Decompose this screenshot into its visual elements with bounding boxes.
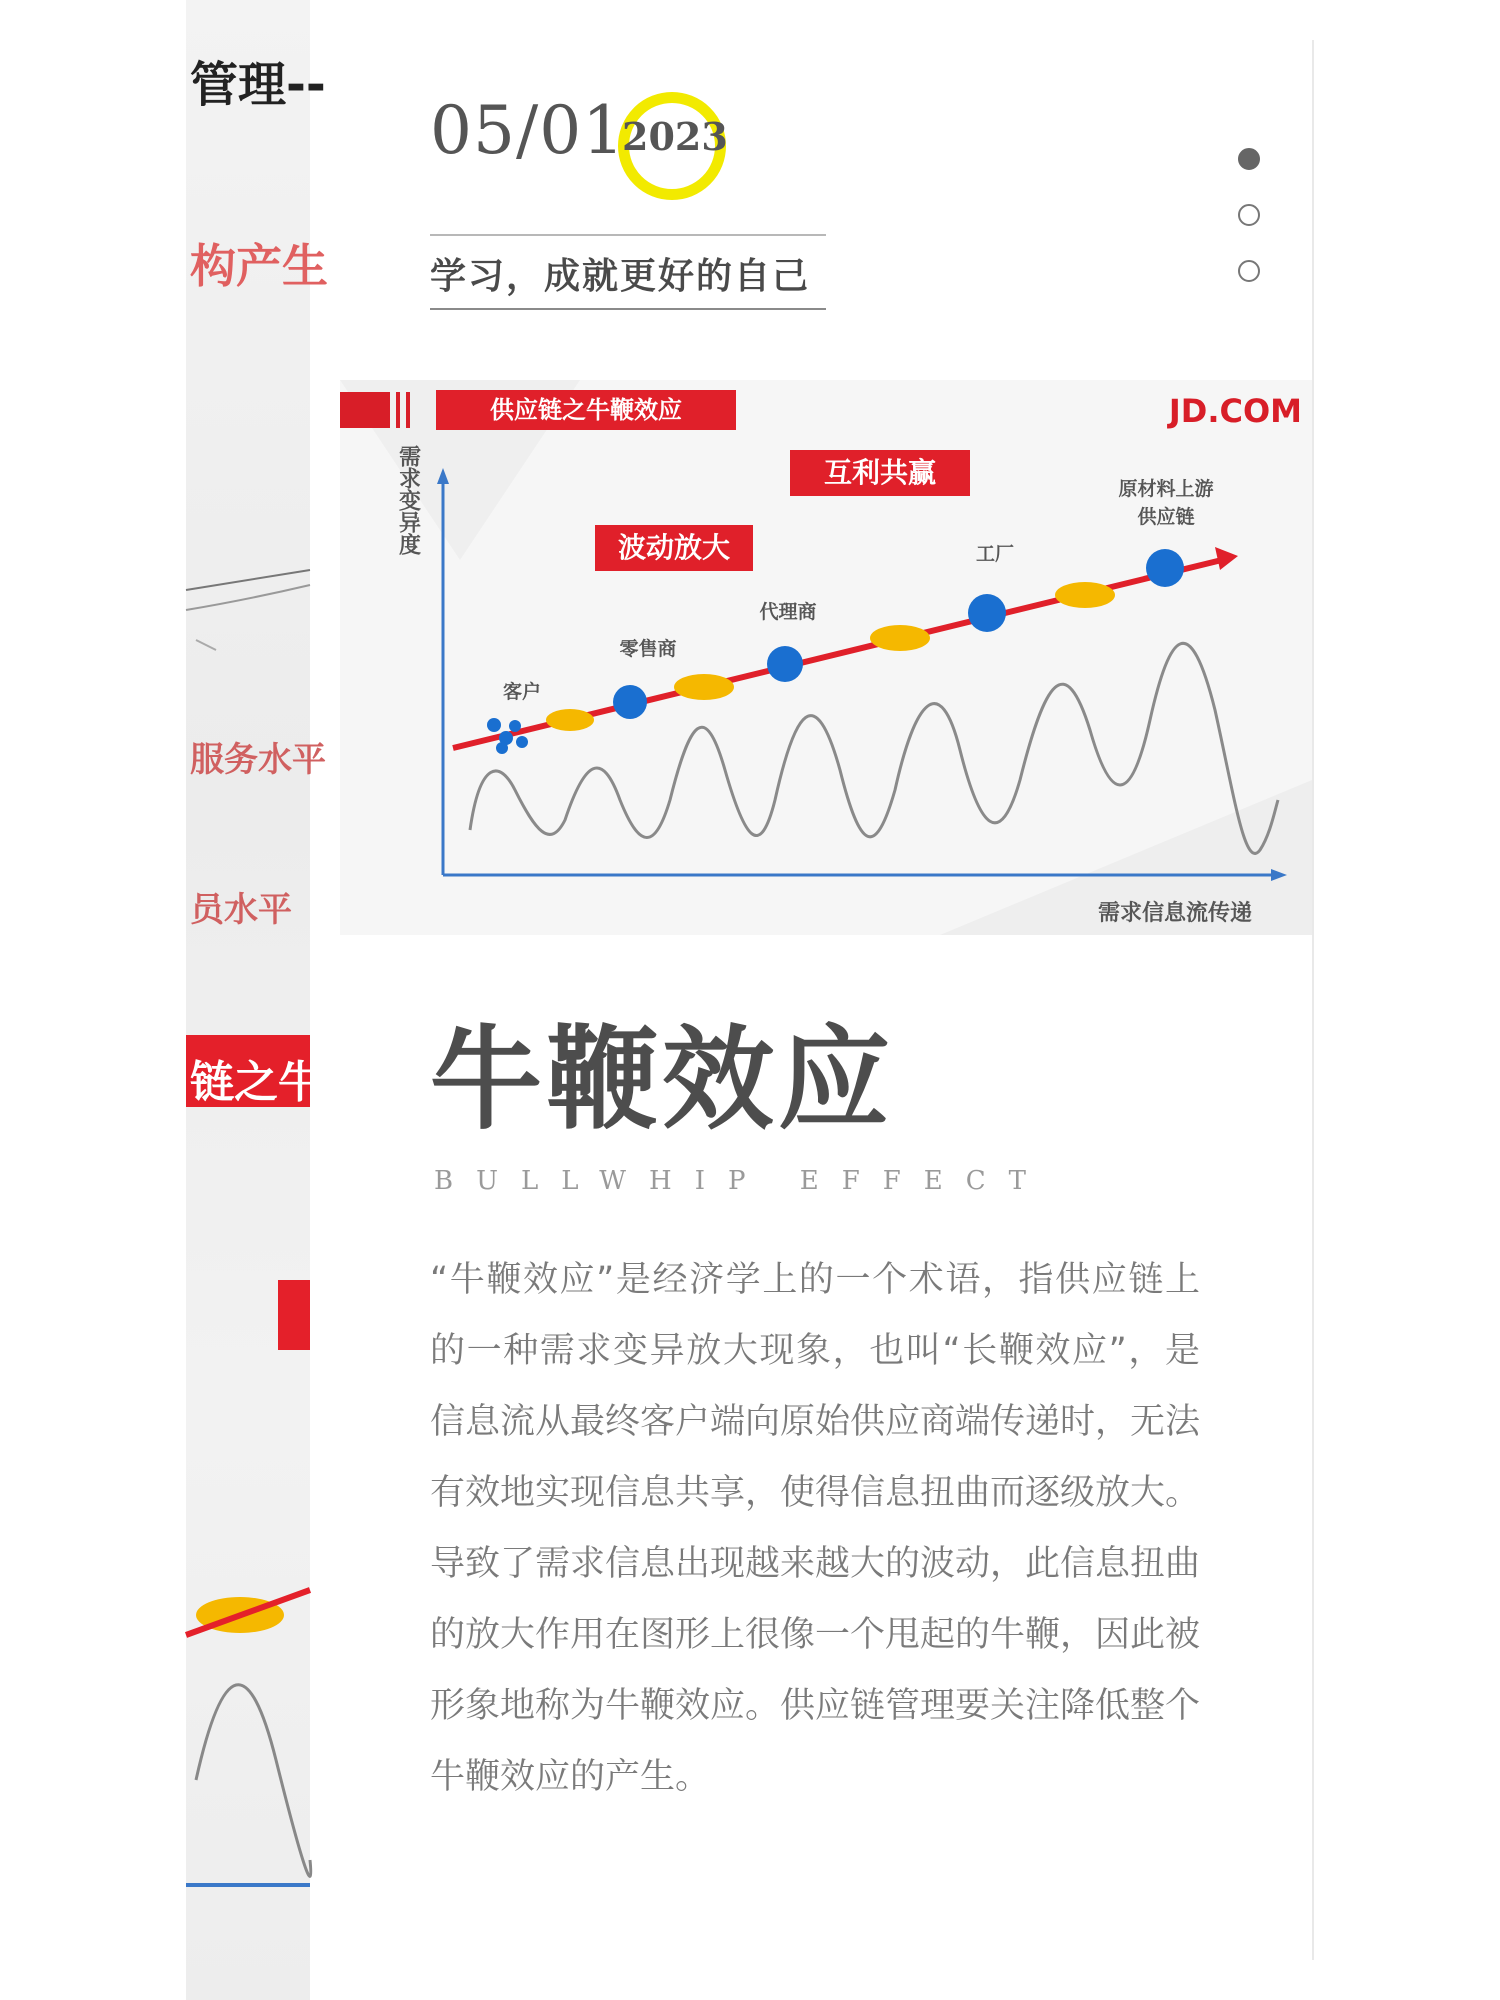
tagline-rule-top (430, 234, 826, 236)
page-dot-3[interactable] (1238, 260, 1260, 282)
brand-logo: JD.COM (1168, 392, 1302, 430)
node-agent (767, 646, 803, 682)
y-axis-label: 需求变异度 (395, 445, 421, 555)
year: 2023 (622, 114, 728, 159)
node-label-customer: 客户 (502, 681, 542, 703)
node-label-factory: 工厂 (975, 543, 1015, 565)
node-label-upstream-line1: 原材料上游 (1118, 478, 1214, 500)
connector-ellipse (546, 709, 594, 731)
node-label-upstream-line2: 供应链 (1137, 506, 1195, 528)
x-axis-label: 需求信息流传递 (1097, 901, 1252, 926)
node-label-agent: 代理商 (759, 601, 817, 623)
tagline-rule-bottom (430, 308, 826, 310)
connector-ellipse (1055, 582, 1115, 608)
tag-mutual-win-label: 互利共赢 (823, 456, 937, 489)
date: 05/01 (430, 92, 626, 169)
background-fragment: 管理-- (190, 57, 326, 113)
background-fragment: 服务水平 (190, 740, 326, 780)
background-fragment: 构产生 (190, 239, 328, 293)
node-customer-dot (516, 736, 528, 748)
bullwhip-diagram (340, 380, 1312, 935)
background-strip (186, 0, 328, 2000)
node-customer-dot (487, 718, 501, 732)
node-label-retailer: 零售商 (619, 638, 677, 660)
banner-label: 供应链之牛鞭效应 (490, 396, 682, 424)
right-border-line (1312, 40, 1314, 1960)
page-dot-2[interactable] (1238, 204, 1260, 226)
page-dot-1[interactable] (1238, 148, 1260, 170)
node-retailer (613, 685, 647, 719)
connector-ellipse (674, 674, 734, 700)
connector-ellipse (870, 625, 930, 651)
node-factory (968, 594, 1006, 632)
article-title: 牛鞭效应 (430, 1014, 894, 1145)
banner-bar (340, 392, 390, 428)
article-body: “牛鞭效应”是经济学上的一个术语，指供应链上的一种需求变异放大现象，也叫“长鞭效应”，是信息流从最终客户端向原始供应商端传递时，无法有效地实现信息共享，使得信息扭曲而逐级放大。导致了需求信息出现越来越大的波动，此信息扭曲的放大作用在图形上很像一个甩起的牛鞭，因此被形象地称为牛鞭效应。供应链管理要关注降低整个牛鞭效应的产生。 (430, 1260, 1201, 1797)
tag-amplify-label: 波动放大 (617, 531, 731, 564)
article-subtitle: BULLWHIP EFFECT (434, 1166, 1049, 1196)
node-upstream (1146, 549, 1184, 587)
node-customer-dot (496, 742, 508, 754)
background-chart-fragment (186, 0, 310, 2000)
background-fragment: 员水平 (190, 890, 292, 930)
node-customer-dot (509, 720, 521, 732)
tagline: 学习，成就更好的自己 (430, 256, 811, 297)
background-fragment: 链之牛 (190, 1057, 322, 1108)
